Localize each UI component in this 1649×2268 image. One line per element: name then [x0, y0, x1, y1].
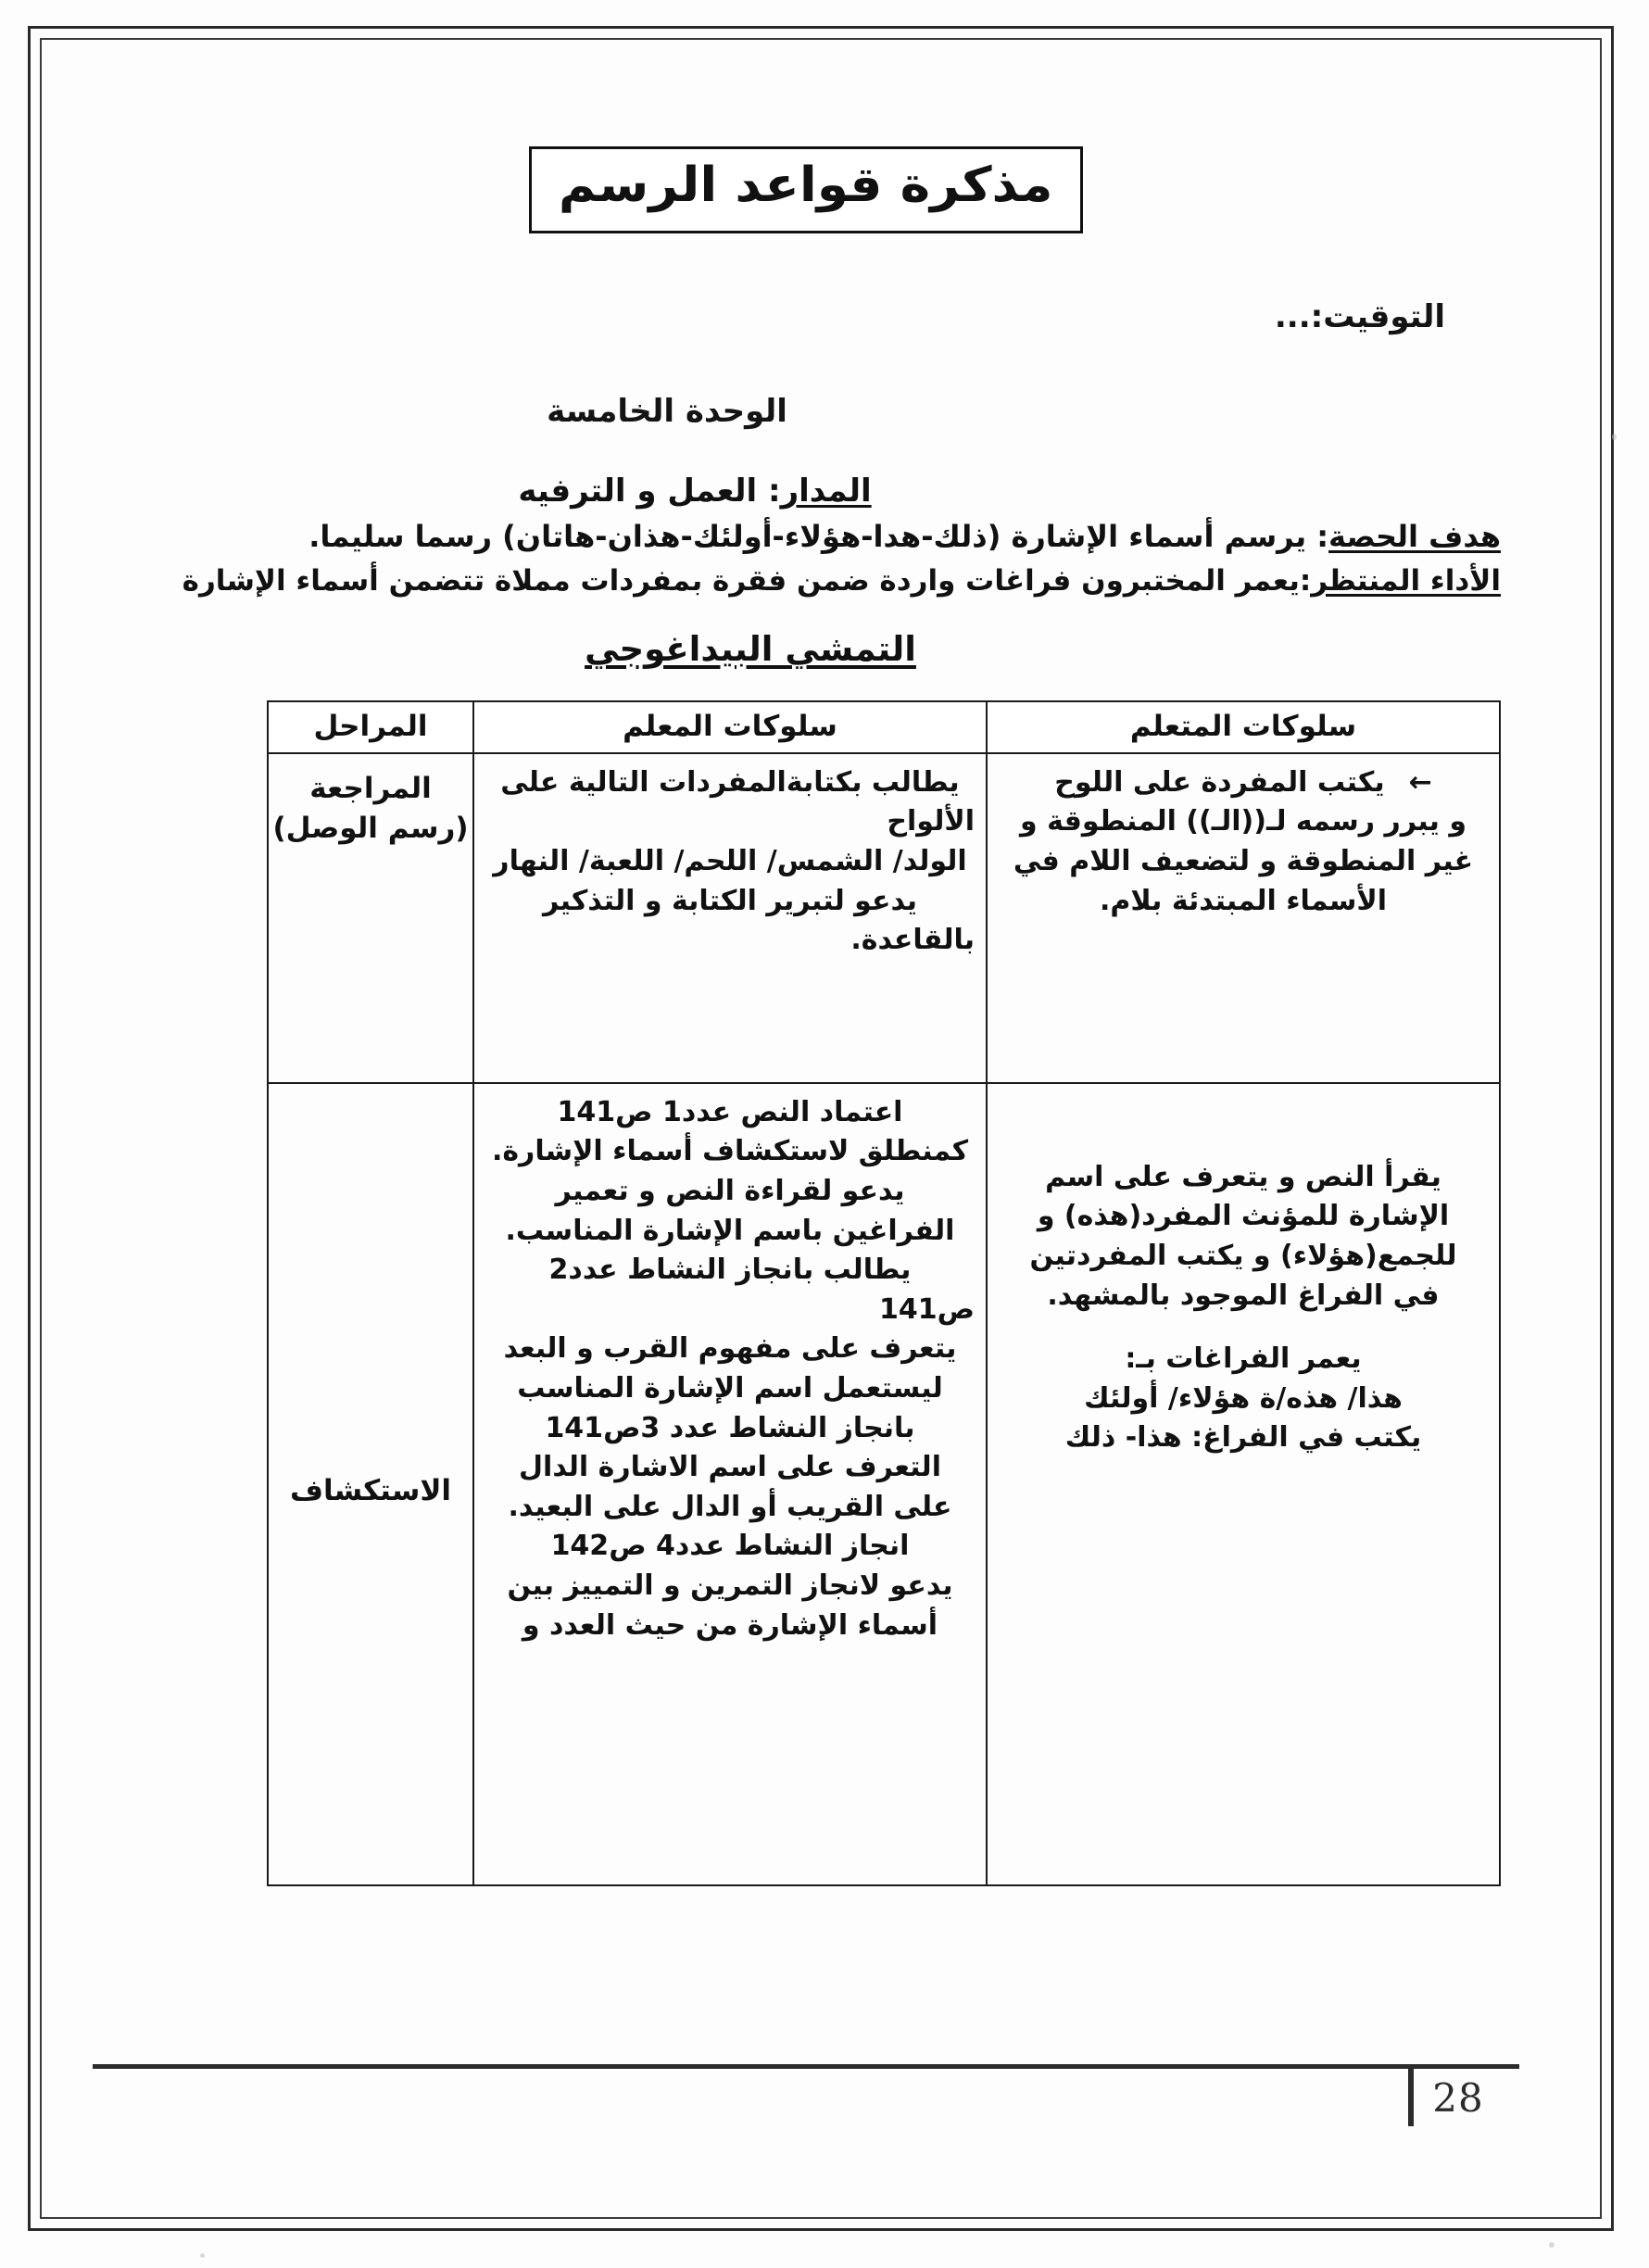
goal-line	[111, 517, 1501, 557]
teacher-line: الفراغين باسم الإشارة المناسب.	[505, 1214, 955, 1247]
goal-label: هدف الحصة	[1328, 518, 1501, 554]
learner-line: غير المنطوقة و لتضعيف اللام في	[1013, 845, 1474, 878]
time-label: التوقيت:...	[1274, 297, 1445, 335]
scan-speck	[1549, 2242, 1555, 2248]
teacher-line: الولد/ الشمس/ اللحم/ اللعبة/ النهار	[493, 845, 967, 878]
stage-name: الاستكشاف	[289, 1473, 452, 1507]
lesson-plan-table	[267, 700, 1501, 1886]
cell-spacer	[999, 1316, 1488, 1340]
expected-performance-value: :يعمر المختبرون فراغات واردة ضمن فقرة بمفردات مملاة تتضمن أسماء الإشارة	[182, 563, 1312, 598]
table-row	[268, 1083, 1500, 1885]
teacher-line: الألواح	[887, 805, 975, 838]
scan-speck	[1612, 434, 1617, 440]
teacher-line: ليستعمل اسم الإشارة المناسب	[517, 1371, 943, 1405]
teacher-line: على القريب أو الدال على البعيد.	[508, 1490, 952, 1523]
teacher-behaviours-cell-2	[473, 1083, 987, 1885]
axis-line	[111, 472, 1501, 510]
left-arrow-icon: ←	[1408, 765, 1432, 799]
document-content	[111, 102, 1501, 2140]
learner-behaviours-cell-2	[987, 1083, 1500, 1885]
teacher-line: التعرف على اسم الاشارة الدال	[519, 1451, 941, 1484]
learner-line: هذا/ هذه/ة هؤلاء/ أولئك	[1084, 1381, 1403, 1415]
teacher-line: كمنطلق لاستكشاف أسماء الإشارة.	[491, 1135, 969, 1168]
stage-cell-2	[268, 1083, 473, 1885]
teacher-line: ص141	[879, 1292, 975, 1326]
document-title: مذكرة قواعد الرسم	[559, 158, 1053, 213]
learner-line-text: يكتب المفردة على اللوح	[1054, 765, 1385, 799]
title-area	[111, 146, 1501, 233]
teacher-line: أسماء الإشارة من حيث العدد و	[522, 1608, 938, 1642]
approach-heading	[111, 629, 1501, 669]
learner-line: الإشارة للمؤنث المفرد(هذه) و	[1037, 1200, 1450, 1233]
expected-performance-line	[111, 562, 1501, 601]
teacher-line: انجاز النشاط عدد4 ص142	[550, 1530, 910, 1563]
axis-label: المدار	[780, 472, 872, 510]
teacher-line: يطالب بكتابةالمفردات التالية على	[500, 765, 960, 799]
page-footer	[93, 2064, 1556, 2148]
stage-subtitle: (رسم الوصل)	[272, 812, 469, 846]
learner-line: في الفراغ الموجود بالمشهد.	[1047, 1279, 1440, 1312]
teacher-line: يدعو لقراءة النص و تعمير	[555, 1175, 905, 1208]
teacher-line: يطالب بانجاز النشاط عدد2	[548, 1254, 912, 1287]
page-number: 28	[1432, 2074, 1484, 2121]
axis-value: : العمل و الترفيه	[518, 472, 781, 510]
page-number-box	[1408, 2069, 1503, 2126]
learner-behaviours-cell-1	[987, 753, 1500, 1083]
approach-heading-text: التمشي البيداغوجي	[585, 628, 916, 669]
unit-label: الوحدة الخامسة	[547, 392, 787, 430]
teacher-line: يدعو لتبرير الكتابة و التذكير	[542, 884, 918, 917]
footer-divider	[93, 2064, 1519, 2069]
teacher-line: اعتماد النص عدد1 ص141	[557, 1095, 903, 1128]
title-box	[529, 146, 1082, 233]
teacher-line: بانجاز النشاط عدد 3ص141	[545, 1411, 915, 1444]
scan-speck	[200, 2253, 205, 2258]
learner-line: و يبرر رسمه لـ((الـ)) المنطوقة و	[1020, 805, 1466, 838]
expected-performance-label: الأداء المنتظر	[1311, 563, 1501, 598]
learner-line: يعمر الفراغات بـ:	[1125, 1342, 1362, 1376]
teacher-line: يدعو لانجاز التمرين و التمييز بين	[507, 1569, 953, 1602]
cell-spacer	[999, 1093, 1488, 1158]
teacher-behaviours-cell-1	[473, 753, 987, 1083]
learner-line	[999, 763, 1488, 803]
stage-cell-1	[268, 753, 473, 1083]
stage-name: المراجعة	[309, 771, 432, 805]
teacher-line: بالقاعدة.	[850, 924, 975, 957]
learner-line: يكتب في الفراغ: هذا- ذلك	[1064, 1421, 1422, 1455]
learner-line: للجمع(هؤلاء) و يكتب المفردتين	[1029, 1240, 1457, 1273]
learner-line: الأسماء المبتدئة بلام.	[1099, 884, 1388, 917]
lesson-meta	[111, 472, 1501, 601]
column-header-teacher: سلوكات المعلم	[473, 701, 987, 753]
table-row	[268, 753, 1500, 1083]
learner-line: يقرأ النص و يتعرف على اسم	[1045, 1160, 1441, 1193]
table-header-row	[268, 701, 1500, 753]
teacher-line: يتعرف على مفهوم القرب و البعد	[503, 1332, 957, 1366]
column-header-learner: سلوكات المتعلم	[987, 701, 1500, 753]
goal-value: : يرسم أسماء الإشارة (ذلك-هدا-هؤلاء-أولئك-هذان-هاتان) رسما سليما.	[308, 518, 1329, 554]
column-header-stage: المراحل	[268, 701, 473, 753]
